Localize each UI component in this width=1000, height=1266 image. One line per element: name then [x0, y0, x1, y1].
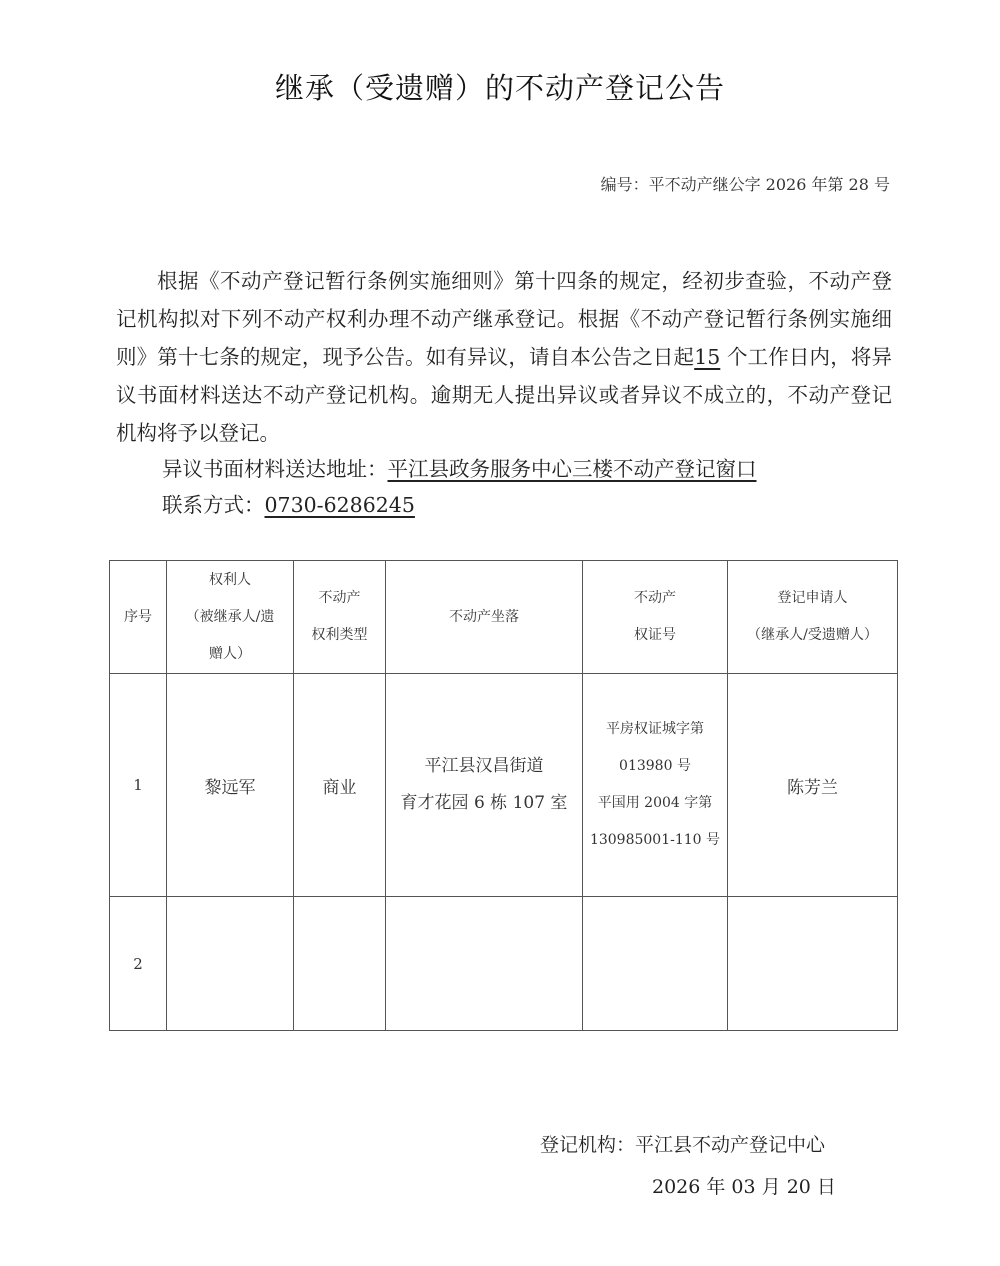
notice-body: [116, 262, 892, 452]
notice-body-part1: 根据《不动产登记暂行条例实施细则》第十四条的规定，经初步查验，不动产登记机构拟对下列不动产权利办理不动产继承登记。根据《不动产登记暂行条例实施细则》第十七条的规定，现予公告。如有异议，请自本公告之日起: [116, 269, 892, 369]
address-label: 异议书面材料送达地址：: [162, 457, 388, 481]
header-right-holder-line2: （被继承人/遗: [185, 608, 275, 625]
header-certificate-line2: 权证号: [634, 627, 676, 643]
row2-holder: [167, 897, 294, 1031]
registration-authority: 登记机构：平江县不动产登记中心: [540, 1134, 826, 1156]
row2-seq: 2: [110, 897, 167, 1031]
row1-seq: 1: [110, 674, 167, 897]
header-right-holder: [167, 561, 294, 674]
notice-date: 2026 年 03 月 20 日: [652, 1176, 836, 1198]
objection-days: 15: [694, 345, 721, 369]
header-applicant-line2: （继承人/受遗赠人）: [747, 627, 878, 643]
row1-location-line2: 育才花园 6 栋 107 室: [400, 793, 568, 813]
row1-certificate: [583, 674, 728, 897]
row1-applicant: 陈芳兰: [728, 674, 898, 897]
document-number: 编号：平不动产继公字 2026 年第 28 号: [600, 175, 890, 194]
notice-body-part2: 个工作日内，将异议书面材料送达不动产登记机构。逾期无人提出异议或者异议不成立的，不动产登记机构将予以登记。: [116, 345, 892, 445]
header-applicant: [728, 561, 898, 674]
header-right-type-line2: 权利类型: [311, 627, 368, 643]
contact-phone: 0730-6286245: [264, 493, 415, 517]
row1-location: [386, 674, 583, 897]
header-right-type-line1: 不动产: [318, 590, 361, 606]
table-row: [110, 674, 898, 897]
table-row: [110, 897, 898, 1031]
row2-certificate: [583, 897, 728, 1031]
notice-title: 继承（受遗赠）的不动产登记公告: [274, 71, 725, 105]
row1-holder: 黎远军: [167, 674, 294, 897]
objection-address: [162, 452, 757, 482]
header-right-type: [294, 561, 386, 674]
table-header-row: [110, 561, 898, 674]
row1-certificate-line1: 平房权证城字第: [606, 721, 704, 737]
header-right-holder-line1: 权利人: [209, 571, 251, 588]
header-location: 不动产坐落: [386, 561, 583, 674]
row2-location: [386, 897, 583, 1031]
contact-label: 联系方式：: [162, 493, 265, 517]
property-register-table: [109, 560, 898, 1031]
row2-type: [294, 897, 386, 1031]
row1-location-line1: 平江县汉昌街道: [424, 756, 544, 776]
row2-applicant: [728, 897, 898, 1031]
header-right-holder-line3: 赠人）: [209, 645, 251, 662]
header-applicant-line1: 登记申请人: [777, 590, 848, 606]
row1-certificate-line2: 013980 号: [619, 758, 691, 774]
header-certificate: [583, 561, 728, 674]
header-seq: 序号: [110, 561, 167, 674]
row1-certificate-line4: 130985001-110 号: [589, 832, 721, 848]
address-value: 平江县政务服务中心三楼不动产登记窗口: [387, 457, 757, 481]
row1-certificate-line3: 平国用 2004 字第: [597, 795, 713, 811]
header-certificate-line1: 不动产: [634, 590, 676, 606]
row1-type: 商业: [294, 674, 386, 897]
contact-info: [162, 488, 415, 518]
